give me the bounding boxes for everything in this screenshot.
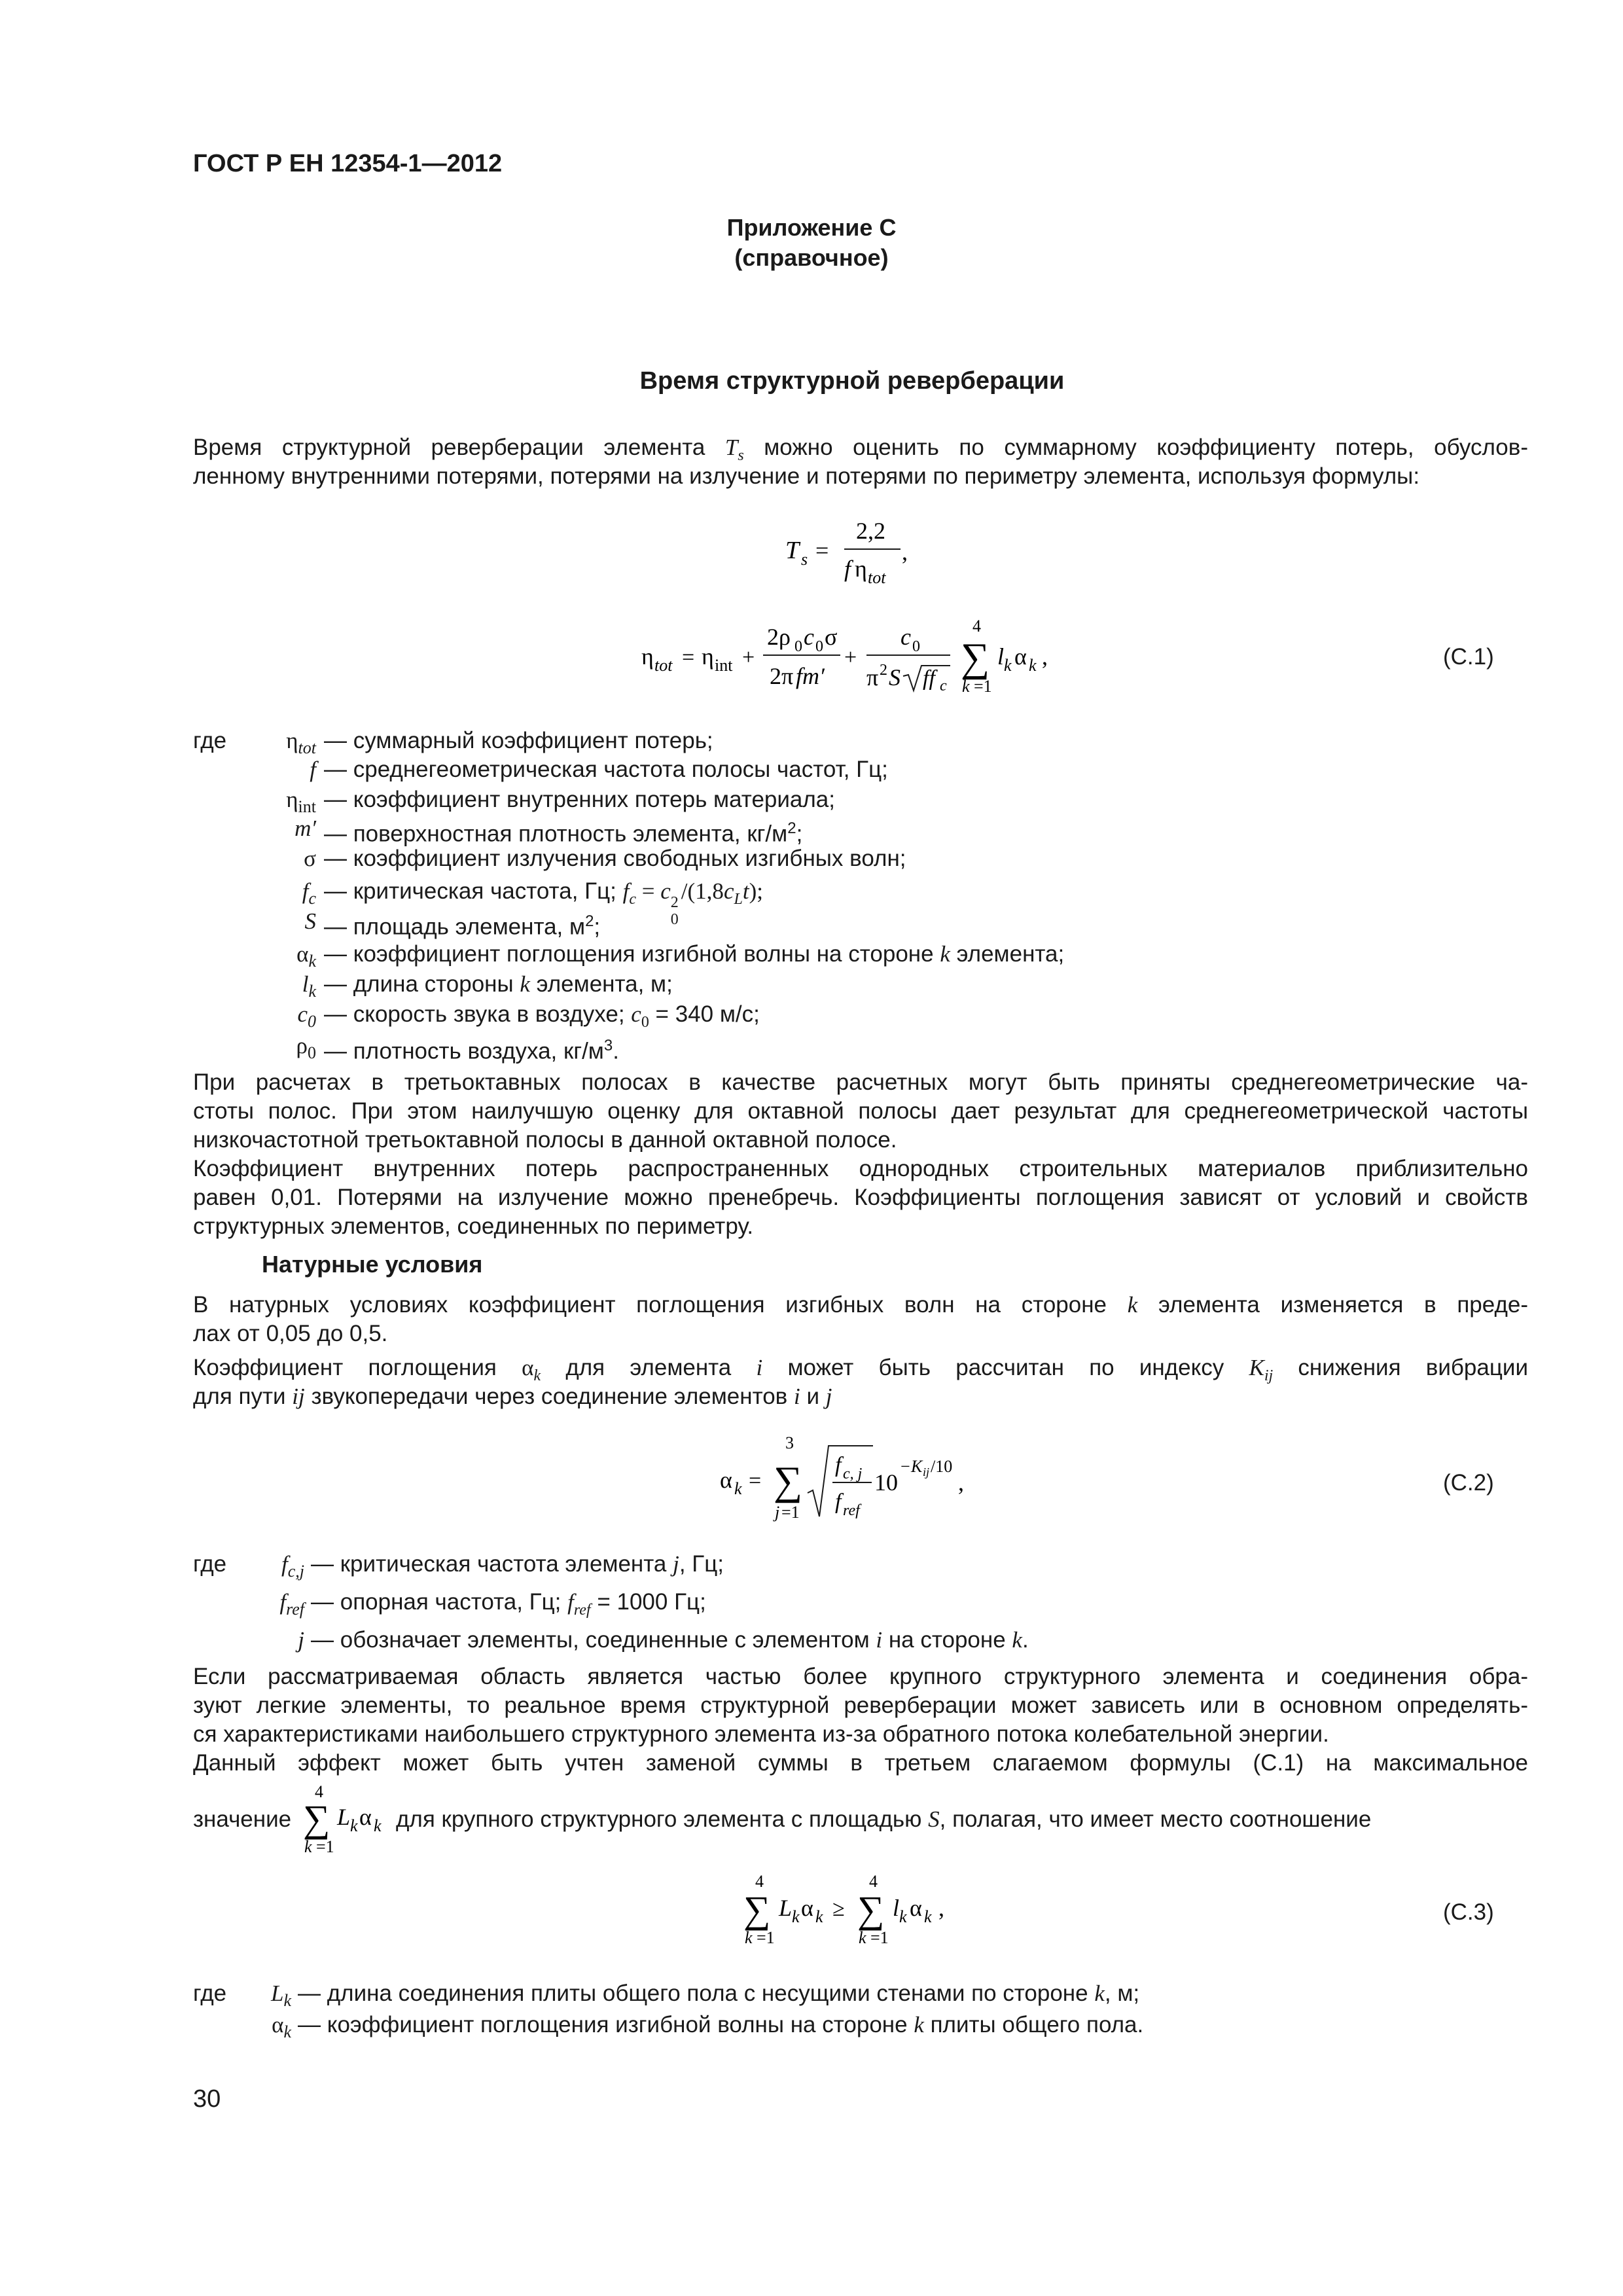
- svg-text:k: k: [734, 1479, 742, 1498]
- svg-text:k: k: [374, 1816, 382, 1835]
- paragraph-1-line-1: При расчетах в третьоктавных полосах в качестве расчетных могут быть приняты среднегеометрические ча-: [193, 1069, 1528, 1095]
- paragraph-1-line-2: стоты полос. При этом наилучшую оценку для октавной полосы дает результат для среднегеометрической частоты: [193, 1098, 1528, 1124]
- svg-text:,: ,: [1042, 643, 1048, 670]
- legend-item: — длина соединения плиты общего пола с несущими стенами по стороне k, м;: [298, 1981, 1140, 2006]
- svg-text:∑: ∑: [857, 1888, 885, 1931]
- formula-c3: [738, 1869, 974, 1954]
- svg-text:α: α: [1014, 643, 1027, 670]
- svg-text:f: f: [835, 1453, 842, 1477]
- svg-text:4: 4: [869, 1872, 878, 1891]
- symbol-eta-int: $\eta_{int}$: [286, 787, 316, 816]
- paragraph-4-line-1: Коэффициент поглощения $\alpha_k$ для элемента i может быть рассчитан по индексу $K_{ij}$ снижения вибрации: [193, 1355, 1529, 1384]
- svg-text:∑: ∑: [961, 636, 990, 680]
- svg-text:+: +: [742, 645, 755, 670]
- legend-item: — коэффициент поглощения изгибной волны на стороне k элемента;: [324, 941, 1065, 967]
- svg-text:=1: =1: [316, 1837, 334, 1856]
- symbol-l-k: $l_k$: [302, 971, 316, 1001]
- svg-text:l: l: [893, 1895, 900, 1921]
- paragraph-5-line-2: зуют легкие элементы, то реальное время структурной реверберации может зависеть или в основном определять-: [193, 1693, 1528, 1718]
- svg-text:tot: tot: [654, 656, 673, 675]
- symbol-alpha-k-2: $\alpha_k$: [272, 2012, 291, 2041]
- svg-text:2: 2: [880, 662, 887, 679]
- symbol-eta-tot: $\eta_{tot}$: [286, 728, 316, 757]
- svg-text:int: int: [715, 656, 733, 675]
- intro-line-1: Время структурной реверберации элемента $T_s$ можно оценить по суммарному коэффициенту потерь, обуслов-: [193, 435, 1529, 464]
- svg-text:α: α: [910, 1895, 922, 1921]
- svg-text:−: −: [901, 1457, 910, 1476]
- svg-text:k: k: [924, 1907, 932, 1926]
- svg-text:,: ,: [938, 1895, 944, 1921]
- svg-text:∑: ∑: [743, 1888, 771, 1931]
- paragraph-2-line-1: Коэффициент внутренних потерь распространенных однородных строительных материалов приблизительно: [193, 1156, 1528, 1181]
- svg-text:α: α: [720, 1467, 732, 1493]
- svg-text:=1: =1: [870, 1928, 889, 1947]
- svg-text:k: k: [962, 677, 970, 696]
- symbol-fcj: $f_{c,j}$: [281, 1551, 304, 1581]
- svg-text:k: k: [745, 1928, 753, 1947]
- subheading-field-conditions: Натурные условия: [262, 1251, 483, 1278]
- formula-ts: [772, 507, 942, 592]
- symbol-L-k: $L_k$: [270, 1981, 291, 2010]
- formula-c1: [641, 612, 1073, 704]
- svg-text:k: k: [815, 1907, 823, 1926]
- inline-sum-Lk-alpha: [298, 1779, 402, 1857]
- svg-text:K: K: [911, 1457, 923, 1476]
- paragraph-6-line-2-a: значение: [193, 1806, 292, 1832]
- svg-text:α: α: [801, 1895, 813, 1921]
- symbol-s: S: [304, 908, 316, 934]
- svg-text:≥: ≥: [832, 1897, 845, 1921]
- paragraph-5-line-1: Если рассматриваемая область является частью более крупного структурного элемента и соединения обра-: [193, 1664, 1528, 1689]
- svg-text:=: =: [749, 1469, 762, 1493]
- svg-text:tot: tot: [868, 568, 886, 587]
- legend-item: — скорость звука в воздухе; $c_0 = 340$ м/с;: [324, 1001, 760, 1031]
- paragraph-2-line-3: структурных элементов, соединенных по периметру.: [193, 1213, 754, 1239]
- legend-item: — обозначает элементы, соединенные с элементом i на стороне k.: [311, 1627, 1029, 1653]
- svg-text:s: s: [801, 550, 808, 569]
- symbol-fc: $f_c$: [302, 878, 316, 908]
- svg-text:k: k: [792, 1907, 800, 1926]
- legend-where: где: [193, 1981, 227, 2006]
- svg-text:η: η: [702, 643, 714, 670]
- symbol-sigma: σ: [304, 846, 316, 871]
- svg-text:k: k: [304, 1837, 312, 1856]
- legend-item: — критическая частота, Гц; $f_c = c$ 2 0 $/(1,8c_Lt)$;: [324, 878, 763, 928]
- equation-number-c3: (С.3): [1443, 1899, 1494, 1925]
- symbol-fref: $f_{ref}$: [279, 1589, 304, 1619]
- standard-header: ГОСТ Р ЕН 12354-1—2012: [193, 150, 503, 177]
- svg-text:σ: σ: [825, 624, 838, 650]
- symbol-j: j: [298, 1627, 304, 1653]
- symbol-m-prime: m′: [294, 816, 316, 841]
- svg-text:η: η: [855, 556, 867, 582]
- svg-text:π: π: [866, 664, 879, 691]
- symbol-rho0: $\rho_0$: [296, 1033, 316, 1062]
- svg-text:ff: ff: [923, 666, 935, 691]
- legend-where: где: [193, 1551, 227, 1577]
- legend-item: — поверхностная плотность элемента, $кг/м^2$;: [324, 819, 803, 847]
- intro-line-2: ленному внутренними потерями, потерями на излучение и потерями по периметру элемента, используя формулы:: [193, 463, 1420, 489]
- legend-item: — коэффициент поглощения изгибной волны на стороне k плиты общего пола.: [298, 2012, 1144, 2037]
- svg-text:j: j: [775, 1503, 780, 1522]
- svg-text:3: 3: [785, 1433, 794, 1452]
- svg-text:fm′: fm′: [796, 663, 825, 689]
- annex-type: (справочное): [734, 244, 889, 271]
- svg-text:4: 4: [755, 1872, 764, 1891]
- svg-text:=: =: [815, 537, 829, 564]
- symbol-f: f: [310, 757, 316, 782]
- svg-text:+: +: [844, 645, 857, 670]
- svg-text:c: c: [901, 624, 911, 650]
- svg-text:,: ,: [958, 1469, 964, 1496]
- svg-text:,: ,: [902, 539, 908, 565]
- section-title: Время структурной реверберации: [639, 367, 1065, 395]
- svg-text:2π: 2π: [770, 663, 794, 689]
- legend-item: — опорная частота, Гц; $f_{ref} = 1000$ Гц;: [311, 1589, 706, 1619]
- svg-text:2,2: 2,2: [856, 518, 885, 544]
- svg-text:=1: =1: [757, 1928, 775, 1947]
- svg-text:∑: ∑: [774, 1459, 803, 1503]
- svg-text:ref: ref: [843, 1502, 860, 1519]
- legend-item: — длина стороны k элемента, м;: [324, 971, 673, 997]
- legend-item: — коэффициент внутренних потерь материала;: [324, 787, 835, 812]
- svg-text:2ρ: 2ρ: [767, 624, 791, 650]
- paragraph-3-line-1: В натурных условиях коэффициент поглощения изгибных волн на стороне k элемента изменяется в преде-: [193, 1292, 1528, 1318]
- legend-item: — площадь элемента, $м^2$;: [324, 912, 601, 940]
- symbol-c0: $c_0$: [297, 1001, 316, 1031]
- paragraph-6-line-2-b: для крупного структурного элемента с площадью S, полагая, что имеет место соотношение: [396, 1806, 1372, 1832]
- svg-text:k: k: [899, 1907, 907, 1926]
- svg-text:=1: =1: [781, 1503, 800, 1522]
- svg-text:/10: /10: [931, 1457, 953, 1476]
- legend-item: — суммарный коэффициент потерь;: [324, 728, 713, 753]
- legend-where: где: [193, 728, 227, 753]
- svg-text:10: 10: [874, 1469, 898, 1496]
- equation-number-c2: (С.2): [1443, 1470, 1494, 1496]
- svg-text:α: α: [359, 1804, 372, 1830]
- paragraph-2-line-2: равен 0,01. Потерями на излучение можно пренебречь. Коэффициенты поглощения зависят от условий и свойств: [193, 1185, 1528, 1210]
- svg-text:k: k: [350, 1816, 358, 1835]
- svg-text:4: 4: [972, 617, 981, 636]
- svg-text:∑: ∑: [303, 1797, 330, 1840]
- svg-text:f: f: [835, 1490, 842, 1514]
- svg-text:l: l: [997, 643, 1005, 670]
- svg-text:k: k: [1029, 656, 1037, 675]
- paragraph-5-line-3: ся характеристиками наибольшего структурного элемента из-за обратного потока колебательной энергии.: [193, 1721, 1329, 1747]
- legend-item: — плотность воздуха, $кг/м^3$.: [324, 1037, 619, 1064]
- svg-text:c: c: [940, 677, 947, 694]
- svg-text:ij: ij: [923, 1465, 930, 1479]
- paragraph-3-line-2: лах от 0,05 до 0,5.: [193, 1321, 388, 1346]
- svg-text:k: k: [859, 1928, 866, 1947]
- paragraph-4-line-2: для пути ij звукопередачи через соединение элементов i и j: [193, 1384, 832, 1409]
- svg-text:4: 4: [315, 1782, 323, 1801]
- formula-c2: [720, 1430, 982, 1528]
- svg-text:L: L: [779, 1895, 793, 1921]
- page-number: 30: [193, 2085, 221, 2113]
- legend-item: — среднегеометрическая частота полосы частот, Гц;: [324, 757, 888, 782]
- svg-text:0: 0: [794, 638, 802, 655]
- svg-text:c, j: c, j: [843, 1465, 863, 1482]
- svg-text:L: L: [337, 1804, 351, 1830]
- svg-text:0: 0: [815, 638, 823, 655]
- symbol-alpha-k: $\alpha_k$: [296, 941, 316, 971]
- legend-item: — коэффициент излучения свободных изгибных волн;: [324, 846, 906, 871]
- svg-text:T: T: [785, 537, 800, 564]
- svg-text:k: k: [1004, 656, 1012, 675]
- svg-text:S: S: [889, 664, 901, 691]
- svg-text:η: η: [641, 643, 654, 670]
- paragraph-6-line-1: Данный эффект может быть учтен заменой суммы в третьем слагаемом формулы (С.1) на максимальное: [193, 1750, 1528, 1776]
- equation-number-c1: (С.1): [1443, 644, 1494, 670]
- svg-text:c: c: [804, 624, 814, 650]
- svg-text:=1: =1: [974, 677, 992, 696]
- paragraph-1-line-3: низкочастотной третьоктавной полосы в данной октавной полосе.: [193, 1127, 897, 1153]
- svg-text:f: f: [844, 556, 851, 582]
- svg-text:=: =: [682, 645, 695, 670]
- legend-item: — критическая частота элемента j, Гц;: [311, 1551, 724, 1577]
- svg-text:0: 0: [912, 638, 920, 655]
- annex-label: Приложение С: [726, 214, 897, 241]
